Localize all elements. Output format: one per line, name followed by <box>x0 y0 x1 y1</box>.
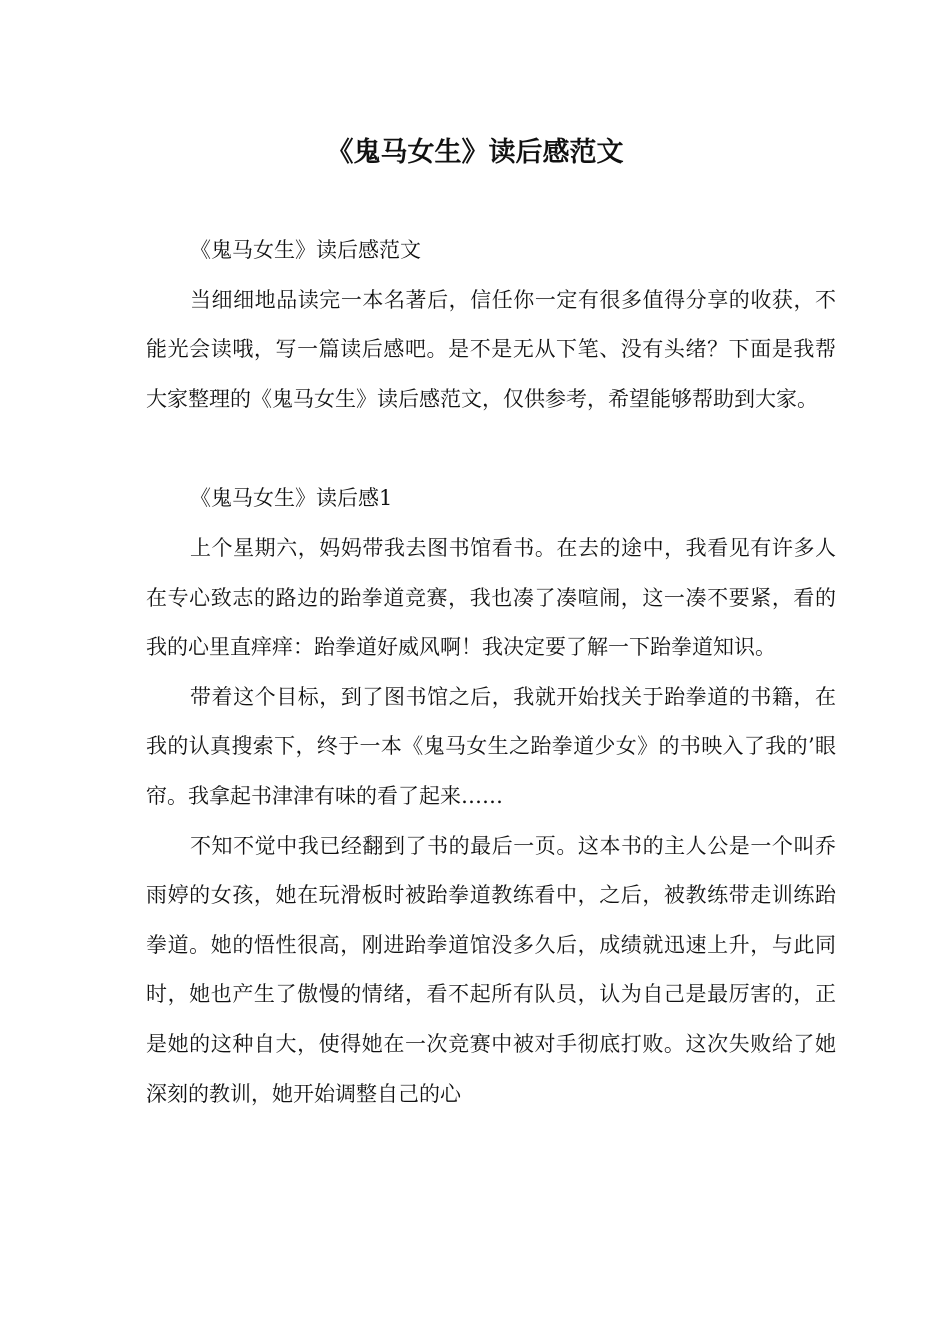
body-paragraph: 上个星期六，妈妈带我去图书馆看书。在去的途中，我看见有许多人在专心致志的路边的跆拳道竞赛，我也凑了凑喧闹，这一凑不要紧，看的我的心里直痒痒：跆拳道好威风啊！我决定要了解一下跆拳道知识。 <box>146 535 836 660</box>
body-paragraph: 不知不觉中我已经翻到了书的最后一页。这本书的主人公是一个叫乔雨婷的女孩，她在玩滑板时被跆拳道教练看中，之后，被教练带走训练跆拳道。她的悟性很高，刚进跆拳道馆没多久后，成绩就迅速上升，与此同时，她也产生了傲慢的情绪，看不起所有队员，认为自己是最厉害的，正是她的这种自大，使得她在一次竞赛中被对手彻底打败。这次失败给了她深刻的教训，她开始调整自己的心 <box>146 833 836 1106</box>
document-title: 《鬼马女生》读后感范文 <box>326 137 624 168</box>
body-paragraph: 带着这个目标，到了图书馆之后，我就开始找关于跆拳道的书籍，在我的认真搜索下，终于一本《鬼马女生之跆拳道少女》的书映入了我的’眼帘。我拿起书津津有味的看了起来…… <box>146 684 836 808</box>
section-heading: 《鬼马女生》读后感1 <box>190 486 393 511</box>
document-body <box>146 226 836 1119</box>
intro-paragraph: 当细细地品读完一本名著后，信任你一定有很多值得分享的收获，不能光会读哦，写一篇读后感吧。是不是无从下笔、没有头绪？下面是我帮大家整理的《鬼马女生》读后感范文，仅供参考，希望能够帮助到大家。 <box>146 287 836 411</box>
section-spacer <box>146 424 836 474</box>
intro-heading: 《鬼马女生》读后感范文 <box>190 238 421 262</box>
